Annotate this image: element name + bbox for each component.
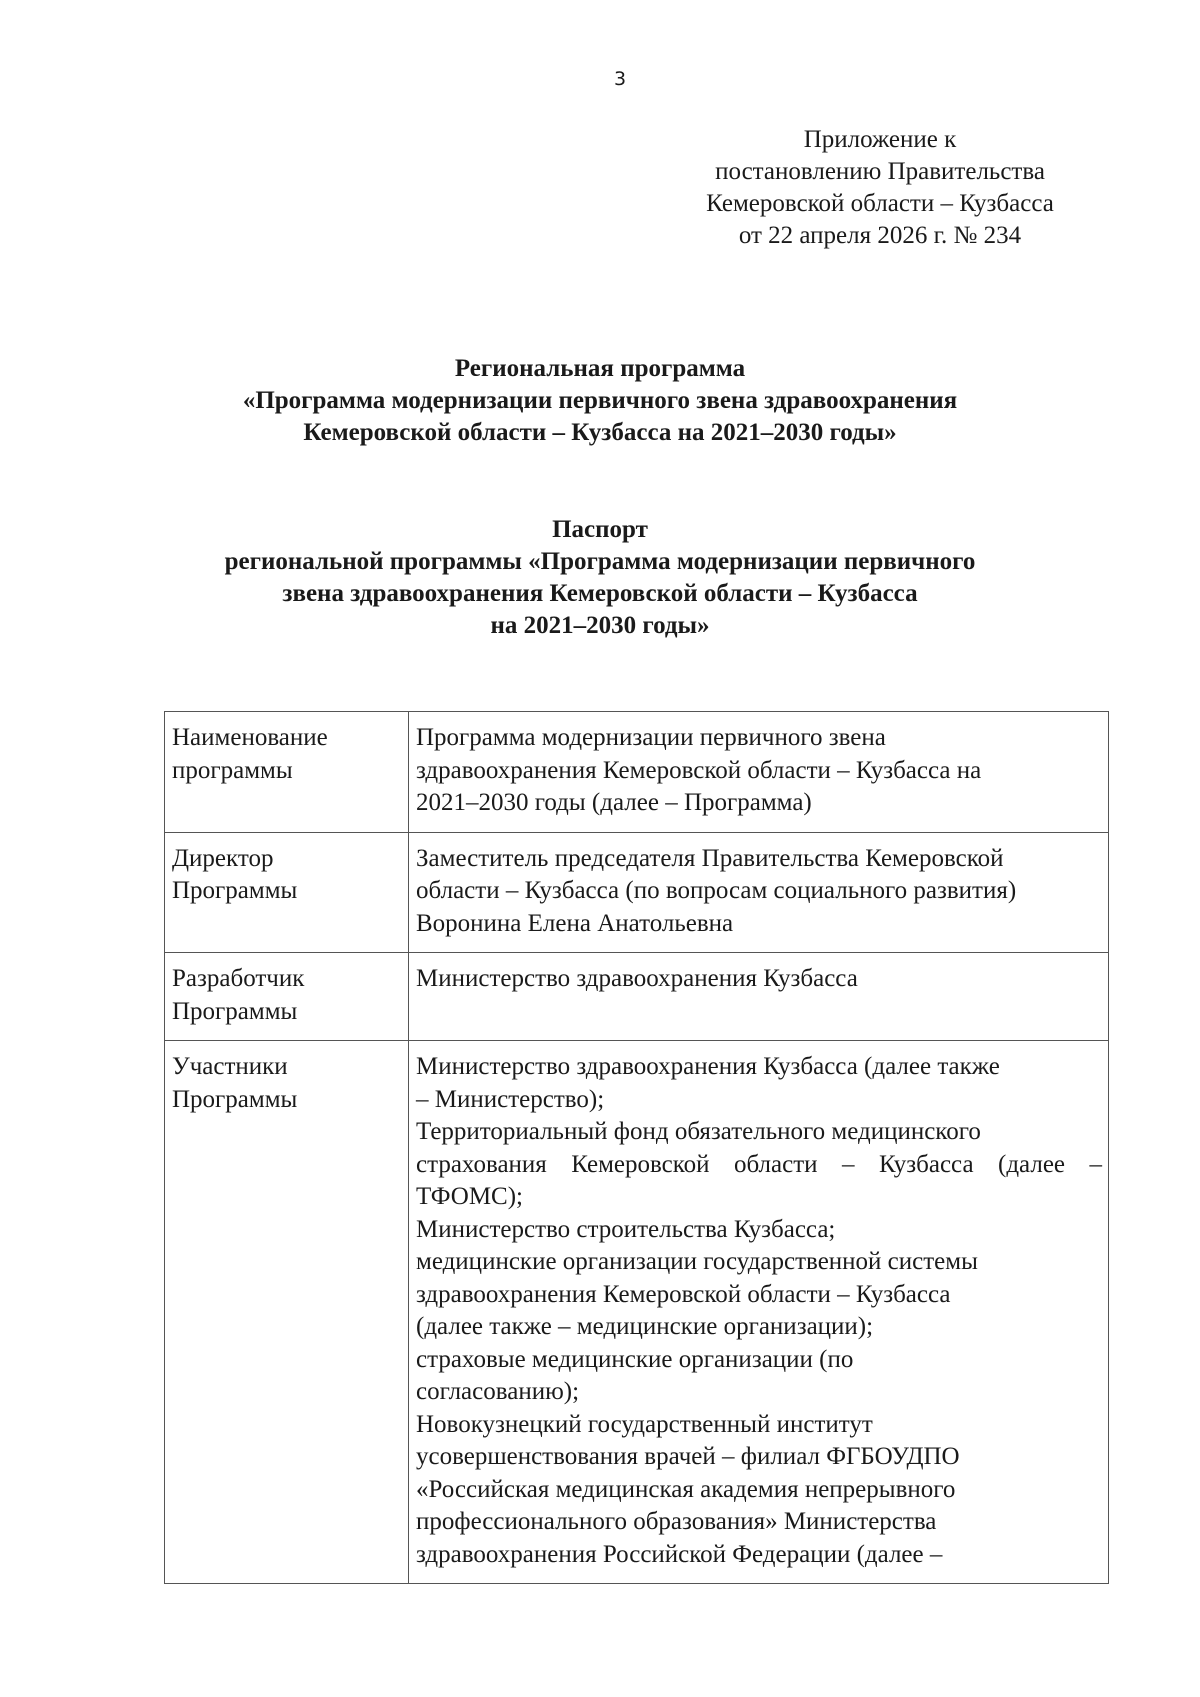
- page-number: 3: [613, 68, 627, 90]
- value-line: Заместитель председателя Правительства Кемеровской: [416, 844, 1004, 872]
- program-title: [150, 353, 1050, 449]
- value-line: усовершенствования врачей – филиал ФГБОУДПО: [416, 1443, 960, 1470]
- value-line: – Министерство);: [416, 1085, 605, 1113]
- table-row: [165, 832, 1109, 953]
- value-line: здравоохранения Российской Федерации (далее –: [416, 1540, 943, 1568]
- annex-line: от 22 апреля 2026 г. № 234: [738, 222, 1022, 249]
- passport-table: [164, 711, 1109, 1584]
- table-row: [165, 712, 1109, 833]
- value-line: здравоохранения Кемеровской области – Кузбасса: [416, 1280, 951, 1308]
- label-line: Директор: [172, 844, 274, 872]
- value-line: (далее также – медицинские организации);: [416, 1313, 874, 1340]
- table-row: [165, 1041, 1109, 1584]
- label-line: Участники: [172, 1053, 288, 1080]
- table-row: [165, 953, 1109, 1041]
- row-value: [409, 832, 1109, 953]
- program-title-line: «Программа модернизации первичного звена здравоохранения: [242, 387, 958, 414]
- passport-title-line: Паспорт: [552, 516, 648, 543]
- value-line: Министерство строительства Кузбасса;: [416, 1215, 836, 1243]
- value-line: Министерство здравоохранения Кузбасса: [416, 965, 858, 992]
- row-label: [165, 1041, 409, 1584]
- annex-line: Приложение к: [803, 126, 957, 153]
- value-line: страховые медицинские организации (по: [416, 1345, 854, 1373]
- program-title-line: Региональная программа: [454, 355, 746, 382]
- passport-title-line: региональной программы «Программа модернизации первичного: [224, 548, 976, 575]
- annex-line: постановлению Правительства: [715, 158, 1045, 185]
- annex-block: [660, 124, 1100, 252]
- label-line: Разработчик: [172, 965, 305, 992]
- row-value: [409, 712, 1109, 833]
- row-value: [409, 1041, 1109, 1584]
- row-label: [165, 953, 409, 1041]
- value-line: согласованию);: [416, 1378, 580, 1405]
- value-line: ТФОМС);: [416, 1183, 524, 1210]
- value-line: профессионального образования» Министерства: [416, 1508, 937, 1535]
- value-line: Министерство здравоохранения Кузбасса (далее также: [416, 1053, 1000, 1080]
- row-label: [165, 712, 409, 833]
- program-title-line: Кемеровской области – Кузбасса на 2021–2030 годы»: [303, 419, 897, 446]
- passport-title: [150, 514, 1050, 642]
- value-line: медицинские организации государственной системы: [416, 1248, 978, 1275]
- value-line: здравоохранения Кемеровской области – Кузбасса на: [416, 756, 982, 784]
- annex-line: Кемеровской области – Кузбасса: [706, 190, 1054, 217]
- label-line: Программы: [172, 997, 298, 1025]
- label-line: Программы: [172, 1085, 298, 1113]
- value-line: области – Кузбасса (по вопросам социального развития): [416, 877, 1017, 904]
- value-line: «Российская медицинская академия непрерывного: [416, 1475, 956, 1503]
- value-line: 2021–2030 годы (далее – Программа): [416, 789, 812, 816]
- row-value: [409, 953, 1109, 1041]
- row-label: [165, 832, 409, 953]
- passport-title-line: на 2021–2030 годы»: [490, 612, 710, 639]
- value-line: Программа модернизации первичного звена: [416, 724, 886, 751]
- value-line: Новокузнецкий государственный институт: [416, 1410, 873, 1438]
- label-line: программы: [172, 756, 293, 784]
- passport-title-line: звена здравоохранения Кемеровской области – Кузбасса: [282, 580, 918, 607]
- value-line: Территориальный фонд обязательного медицинского: [416, 1118, 981, 1145]
- label-line: Программы: [172, 877, 298, 904]
- value-line: страхования Кемеровской области – Кузбасса (далее –: [416, 1150, 1102, 1178]
- value-line: Воронина Елена Анатольевна: [416, 909, 734, 937]
- label-line: Наименование: [172, 724, 328, 751]
